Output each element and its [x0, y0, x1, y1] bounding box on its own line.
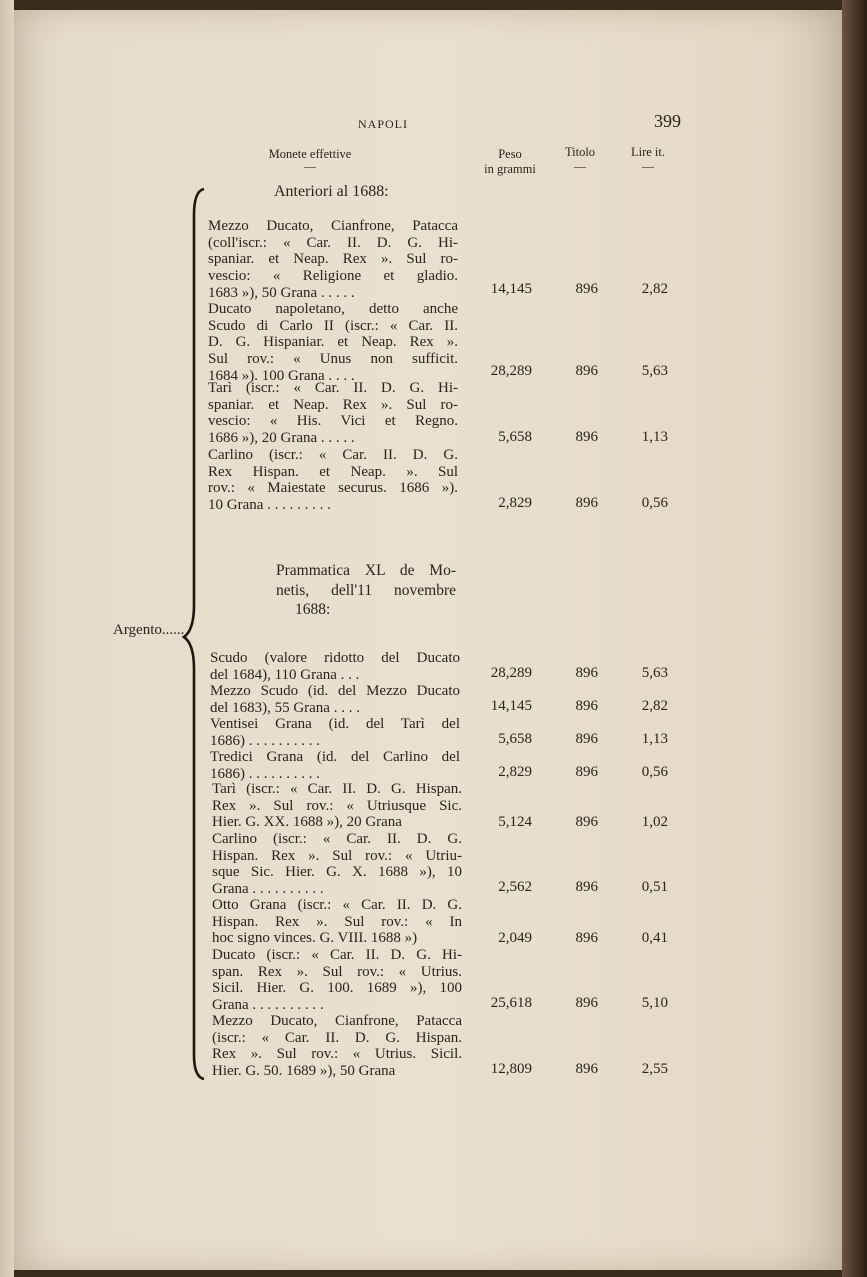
description-line: Ducato (iscr.: « Car. II. D. G. Hi- — [212, 947, 462, 963]
fineness-value: 896 — [575, 930, 598, 946]
description-line: Rex ». Sul rov.: « Utriusque Sic. — [212, 797, 462, 814]
lire-value: 1,13 — [641, 731, 668, 747]
coin-row-description — [212, 947, 462, 1014]
description-line: hoc signo vinces. G. VIII. 1688 ») — [212, 930, 418, 947]
column-header-lire-label: Lire it. — [630, 145, 665, 159]
description-line: Sul rov.: « Unus non sufficit. — [208, 351, 458, 368]
weight-value: 25,618 — [490, 995, 532, 1011]
fineness-value: 896 — [575, 363, 598, 379]
column-header-fineness-label: Titolo — [564, 145, 596, 159]
description-line: Scudo (valore ridotto del Ducato — [210, 650, 460, 666]
lire-value: 5,10 — [641, 995, 668, 1011]
fineness-value: 896 — [575, 429, 598, 445]
lire-value: 0,51 — [641, 879, 668, 895]
description-line: Hispan. Rex ». Sul rov.: « Utriu- — [212, 847, 462, 864]
weight-value: 5,658 — [498, 731, 532, 747]
description-line: Grana . . . . . . . . . . — [212, 881, 324, 898]
fineness-value: 896 — [575, 731, 598, 747]
description-line: Tarì (iscr.: « Car. II. D. G. Hi- — [208, 380, 458, 396]
description-line: Ventisei Grana (id. del Tarì del — [210, 716, 460, 732]
description-line: 1683 »), 50 Grana . . . . . — [208, 284, 355, 301]
column-header-fineness-dash: — — [574, 158, 586, 173]
fineness-value: 896 — [575, 665, 598, 681]
coin-row-description — [210, 749, 460, 782]
metal-label-argento: Argento...... — [113, 622, 185, 638]
page-gutter-left — [0, 0, 14, 1277]
coin-row-description — [210, 716, 460, 749]
book-page — [14, 10, 842, 1270]
curly-brace-icon — [180, 185, 210, 1080]
coin-row-description — [212, 831, 462, 898]
weight-value: 5,124 — [498, 814, 532, 830]
weight-value: 14,145 — [490, 698, 532, 714]
description-line: Carlino (iscr.: « Car. II. D. G. — [208, 447, 458, 463]
coin-row-description — [212, 1013, 462, 1080]
fineness-value: 896 — [575, 814, 598, 830]
section-title-line: netis, dell'11 novembre — [276, 581, 456, 599]
description-line: del 1683), 55 Grana . . . . — [210, 699, 360, 716]
description-line: Mezzo Ducato, Cianfrone, Patacca — [212, 1013, 462, 1029]
description-line: 10 Grana . . . . . . . . . — [208, 497, 331, 514]
coin-row-description — [208, 301, 458, 385]
description-line: Rex Hispan. et Neap. ». Sul — [208, 463, 458, 480]
weight-value: 2,829 — [498, 495, 532, 511]
description-line: vescio: « His. Vici et Regno. — [208, 413, 458, 430]
description-line: 1686 »), 20 Grana . . . . . — [208, 430, 355, 447]
description-line: 1686) . . . . . . . . . . — [210, 765, 320, 782]
lire-value: 0,56 — [641, 764, 668, 780]
fineness-value: 896 — [575, 1061, 598, 1077]
section-title-line: Prammatica XL de Mo- — [276, 562, 456, 579]
description-line: 1686) . . . . . . . . . . — [210, 732, 320, 749]
description-line: del 1684), 110 Grana . . . — [210, 666, 360, 683]
description-line: spaniar. et Neap. Rex ». Sul ro- — [208, 251, 458, 268]
coin-row-description — [208, 218, 458, 302]
lire-value: 5,63 — [641, 363, 668, 379]
column-header-fineness — [555, 146, 605, 171]
lire-value: 0,41 — [641, 930, 668, 946]
weight-value: 28,289 — [490, 363, 532, 379]
description-line: sque Sic. Hier. G. X. 1688 »), 10 — [212, 864, 462, 881]
column-header-coins-dash: — — [304, 158, 316, 173]
description-line: vescio: « Religione et gladio. — [208, 268, 458, 285]
weight-value: 2,562 — [498, 879, 532, 895]
column-header-lire-dash: — — [642, 158, 654, 173]
coin-row-description — [208, 447, 458, 514]
column-header-weight-unit: in grammi — [484, 161, 536, 176]
column-header-coins — [258, 148, 362, 171]
fineness-value: 896 — [575, 995, 598, 1011]
description-line: Hier. G. XX. 1688 »), 20 Grana — [212, 814, 402, 831]
coin-row-description — [210, 650, 460, 683]
description-line: Rex ». Sul rov.: « Utrius. Sicil. — [212, 1046, 462, 1063]
column-header-coins-label: Monete effettive — [268, 147, 352, 161]
weight-value: 2,829 — [498, 764, 532, 780]
page-number: 399 — [654, 111, 681, 131]
description-line: spaniar. et Neap. Rex ». Sul ro- — [208, 396, 458, 413]
coin-row-description — [210, 683, 460, 716]
lire-value: 2,82 — [641, 281, 668, 297]
fineness-value: 896 — [575, 879, 598, 895]
fineness-value: 896 — [575, 281, 598, 297]
column-header-weight — [475, 148, 545, 175]
description-line: Carlino (iscr.: « Car. II. D. G. — [212, 831, 462, 847]
description-line: Grana . . . . . . . . . . — [212, 997, 324, 1014]
fineness-value: 896 — [575, 698, 598, 714]
description-line: D. G. Hispaniar. et Neap. Rex ». — [208, 334, 458, 351]
lire-value: 1,13 — [641, 429, 668, 445]
coin-row-description — [212, 897, 462, 947]
column-header-weight-label: Peso — [498, 147, 522, 161]
description-line: Mezzo Ducato, Cianfrone, Patacca — [208, 218, 458, 234]
description-line: Sicil. Hier. G. 100. 1689 »), 100 — [212, 980, 462, 997]
description-line: Tarì (iscr.: « Car. II. D. G. Hispan. — [212, 781, 462, 797]
lire-value: 0,56 — [641, 495, 668, 511]
section-title-line: 1688: — [295, 601, 331, 618]
fineness-value: 896 — [575, 764, 598, 780]
column-header-lire — [622, 146, 674, 171]
description-line: span. Rex ». Sul rov.: « Utrius. — [212, 963, 462, 980]
description-line: (coll'iscr.: « Car. II. D. G. Hi- — [208, 234, 458, 251]
lire-value: 2,55 — [641, 1061, 668, 1077]
weight-value: 5,658 — [498, 429, 532, 445]
fineness-value: 896 — [575, 495, 598, 511]
description-line: Mezzo Scudo (id. del Mezzo Ducato — [210, 683, 460, 699]
description-line: Hier. G. 50. 1689 »), 50 Grana — [212, 1063, 396, 1080]
lire-value: 5,63 — [641, 665, 668, 681]
weight-value: 2,049 — [498, 930, 532, 946]
description-line: (iscr.: « Car. II. D. G. Hispan. — [212, 1029, 462, 1046]
section-title-before-1688: Anteriori al 1688: — [274, 183, 389, 200]
description-line: Otto Grana (iscr.: « Car. II. D. G. — [212, 897, 462, 913]
weight-value: 14,145 — [490, 281, 532, 297]
lire-value: 2,82 — [641, 698, 668, 714]
running-head: NAPOLI — [358, 117, 408, 131]
description-line: rov.: « Maiestate securus. 1686 »). — [208, 480, 458, 497]
description-line: Scudo di Carlo II (iscr.: « Car. II. — [208, 317, 458, 334]
description-line: Ducato napoletano, detto anche — [208, 301, 458, 317]
coin-row-description — [212, 781, 462, 831]
coin-row-description — [208, 380, 458, 447]
description-line: Tredici Grana (id. del Carlino del — [210, 749, 460, 765]
description-line: 1684 »). 100 Grana . . . . — [208, 367, 355, 384]
book-edge-right — [842, 0, 867, 1277]
weight-value: 12,809 — [490, 1061, 532, 1077]
description-line: Hispan. Rex ». Sul rov.: « In — [212, 913, 462, 930]
lire-value: 1,02 — [641, 814, 668, 830]
weight-value: 28,289 — [490, 665, 532, 681]
section-title-prammatica — [276, 561, 456, 620]
